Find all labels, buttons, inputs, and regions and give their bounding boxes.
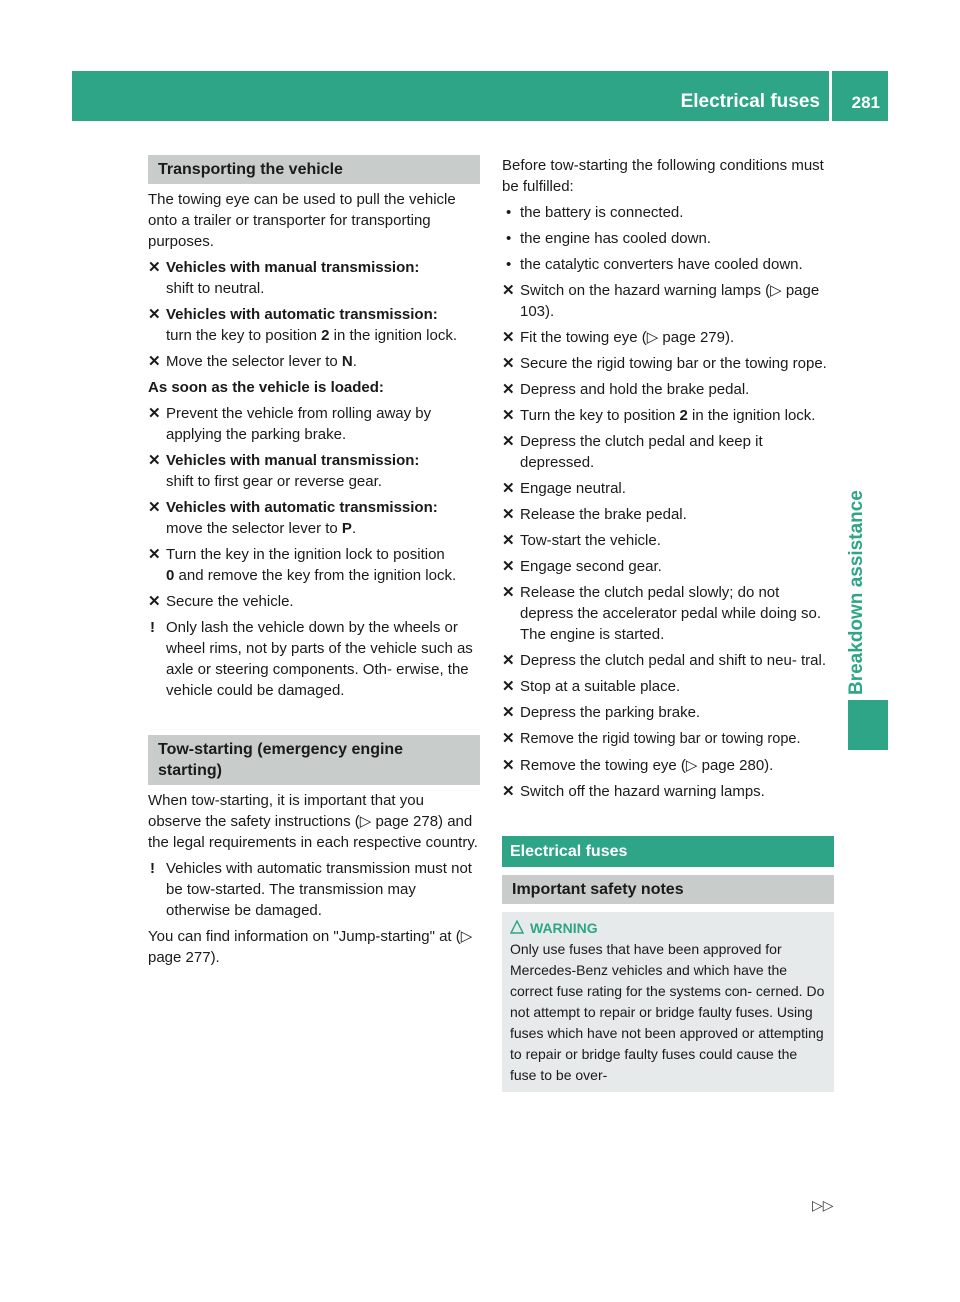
bullet-text: the battery is connected. xyxy=(520,204,684,221)
step-item xyxy=(502,431,834,473)
step-text: Secure the rigid towing bar or the towing rope. xyxy=(520,355,827,372)
step-marker-icon: ✕ xyxy=(148,259,161,276)
step-marker-icon: ✕ xyxy=(502,282,515,299)
bullet-item xyxy=(502,228,834,249)
step-text: move the selector lever to xyxy=(166,520,342,537)
step-text: Depress the parking brake. xyxy=(520,704,701,721)
step-item xyxy=(502,781,834,802)
step-text: Release the clutch pedal slowly; do not depress the accelerator pedal while doing so. xyxy=(520,584,822,622)
step-marker-icon: ✕ xyxy=(148,353,161,370)
bullet-icon: • xyxy=(506,230,512,247)
bullet-text: the catalytic converters have cooled down. xyxy=(520,256,803,273)
step-item xyxy=(502,379,834,400)
warning-box xyxy=(502,912,834,1092)
step-marker-icon: ✕ xyxy=(502,584,515,601)
step-item xyxy=(502,755,834,776)
step-text: Switch on the hazard warning lamps (▷ page 103). xyxy=(520,282,820,320)
position-value: 0 xyxy=(166,567,175,584)
transport-intro: The towing eye can be used to pull the vehicle onto a trailer or transporter for transporting purposes. xyxy=(148,191,456,250)
step-text: Secure the vehicle. xyxy=(166,593,294,610)
step-text: Fit the towing eye (▷ page 279). xyxy=(520,329,735,346)
step-marker-icon: ✕ xyxy=(502,558,515,575)
step-text: Remove the towing eye (▷ page 280). xyxy=(520,757,774,774)
bullet-text: the engine has cooled down. xyxy=(520,230,711,247)
step-bold: Vehicles with automatic transmission: xyxy=(166,499,438,516)
warning-header xyxy=(510,918,826,939)
step-text: Release the brake pedal. xyxy=(520,506,687,523)
step-text: shift to neutral. xyxy=(166,280,265,297)
conditions-intro: Before tow-starting the following conditions must be fulfilled: xyxy=(502,157,824,195)
exclamation-icon: ! xyxy=(150,619,155,636)
side-tab-marker xyxy=(848,700,888,750)
step-item xyxy=(502,478,834,499)
bullet-item xyxy=(502,254,834,275)
step-text: Stop at a suitable place. xyxy=(520,678,681,695)
step-text: Depress the clutch pedal and keep it depressed. xyxy=(520,433,763,471)
step-item xyxy=(502,650,834,671)
step-marker-icon: ✕ xyxy=(502,433,515,450)
section-heading-tow: Tow-starting (emergency engine starting) xyxy=(148,735,480,785)
gear-value: P xyxy=(341,520,352,537)
step-text: Tow-start the vehicle. xyxy=(520,532,661,549)
page-header xyxy=(72,71,888,121)
header-divider xyxy=(829,71,832,121)
right-column xyxy=(502,155,834,1092)
step-item xyxy=(148,304,480,346)
step-marker-icon: ✕ xyxy=(502,678,515,695)
step-text: Move the selector lever to xyxy=(166,353,342,370)
bullet-icon: • xyxy=(506,256,512,273)
bullet-icon: • xyxy=(506,204,512,221)
section-heading-fuses: Electrical fuses xyxy=(502,836,834,867)
step-marker-icon: ✕ xyxy=(502,506,515,523)
step-marker-icon: ✕ xyxy=(502,652,515,669)
step-marker-icon: ✕ xyxy=(502,757,515,774)
header-title: Electrical fuses xyxy=(680,91,820,112)
step-item xyxy=(502,702,834,723)
step-marker-icon: ✕ xyxy=(148,452,161,469)
caution-note xyxy=(148,617,480,701)
gear-value: N xyxy=(341,353,353,370)
step-marker-icon: ✕ xyxy=(502,355,515,372)
step-text: Depress the clutch pedal and shift to neu- tral. xyxy=(520,652,827,669)
step-marker-icon: ✕ xyxy=(148,499,161,516)
step-item xyxy=(502,676,834,697)
step-bold: Vehicles with manual transmission: xyxy=(166,259,420,276)
step-item xyxy=(148,257,480,299)
step-bold: Vehicles with manual transmission: xyxy=(166,452,420,469)
step-item xyxy=(148,497,480,539)
caution-note xyxy=(148,858,480,921)
step-text: Prevent the vehicle from rolling away by applying the parking brake. xyxy=(166,405,432,443)
step-item xyxy=(148,351,480,372)
step-item xyxy=(502,504,834,525)
step-text: Remove the rigid towing bar or towing rope. xyxy=(520,731,801,747)
side-section-label: Breakdown assistance xyxy=(846,490,867,695)
step-text: turn the key to position xyxy=(166,327,322,344)
step-marker-icon: ✕ xyxy=(148,546,161,563)
step-item xyxy=(148,544,480,586)
step-text: in the ignition lock. xyxy=(687,407,816,424)
step-item xyxy=(502,556,834,577)
step-marker-icon: ✕ xyxy=(148,593,161,610)
step-text: Switch off the hazard warning lamps. xyxy=(520,783,765,800)
warning-text: Only use fuses that have been approved for Mercedes-Benz vehicles and which have the correct fuse rating for the systems con- cerned. Do not attempt to repair or bridge faulty fuses. Using fuses which have not been approved or attempting to repair or bridge faulty fuses could cause the fuse to be over- xyxy=(510,941,825,1083)
step-marker-icon: ✕ xyxy=(502,407,515,424)
step-marker-icon: ✕ xyxy=(502,783,515,800)
note-text: Only lash the vehicle down by the wheels or wheel rims, not by parts of the vehicle such as axle or steering components. Oth- erwise, the vehicle could be damaged. xyxy=(166,619,473,699)
exclamation-icon: ! xyxy=(150,860,155,877)
step-marker-icon: ✕ xyxy=(148,405,161,422)
step-item xyxy=(502,582,834,645)
step-text: in the ignition lock. xyxy=(329,327,458,344)
step-marker-icon: ✕ xyxy=(502,329,515,346)
step-item xyxy=(502,405,834,426)
step-marker-icon: ✕ xyxy=(502,532,515,549)
jump-start-reference: You can find information on "Jump-starting" at (▷ page 277). xyxy=(148,928,473,966)
note-text: Vehicles with automatic transmission must not be tow-started. The transmission may otherwise be damaged. xyxy=(166,860,472,919)
step-text: . xyxy=(351,520,357,537)
page-number: 281 xyxy=(851,93,880,112)
section-heading-transport: Transporting the vehicle xyxy=(148,155,480,184)
step-marker-icon: ✕ xyxy=(502,381,515,398)
tow-intro: When tow-starting, it is important that you observe the safety instructions (▷ page 278) and the legal requirements in each respective country. xyxy=(148,792,478,851)
position-value: 2 xyxy=(679,407,688,424)
continue-icon: ▷▷ xyxy=(812,1197,834,1213)
step-item xyxy=(502,728,834,750)
step-marker-icon: ✕ xyxy=(502,480,515,497)
step-item xyxy=(148,450,480,492)
step-text: and remove the key from the ignition lock. xyxy=(174,567,457,584)
step-text: Turn the key in the ignition lock to position xyxy=(166,546,445,563)
step-text: . xyxy=(352,353,357,370)
step-item xyxy=(502,353,834,374)
step-item xyxy=(502,280,834,322)
left-column xyxy=(148,155,480,968)
step-text: Engage neutral. xyxy=(520,480,626,497)
step-text: Turn the key to position xyxy=(520,407,680,424)
loaded-heading: As soon as the vehicle is loaded: xyxy=(148,379,384,396)
step-text: Depress and hold the brake pedal. xyxy=(520,381,750,398)
step-marker-icon: ✕ xyxy=(502,730,515,747)
step-text: shift to first gear or reverse gear. xyxy=(166,473,382,490)
step-bold: Vehicles with automatic transmission: xyxy=(166,306,438,323)
warning-title: WARNING xyxy=(530,920,598,936)
bullet-item xyxy=(502,202,834,223)
step-marker-icon: ✕ xyxy=(148,306,161,323)
step-item xyxy=(148,403,480,445)
step-text: Engage second gear. xyxy=(520,558,662,575)
position-value: 2 xyxy=(321,327,330,344)
step-item xyxy=(502,327,834,348)
step-item xyxy=(148,591,480,612)
subsection-heading-safety: Important safety notes xyxy=(502,875,834,904)
step-item xyxy=(502,530,834,551)
warning-triangle-icon xyxy=(510,920,524,934)
step-marker-icon: ✕ xyxy=(502,704,515,721)
step-result: The engine is started. xyxy=(520,626,665,643)
